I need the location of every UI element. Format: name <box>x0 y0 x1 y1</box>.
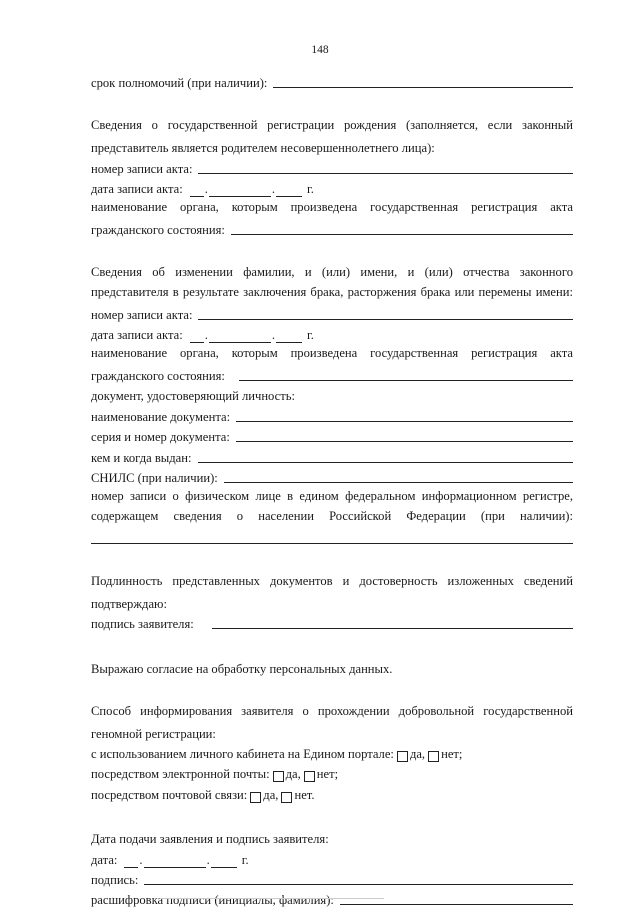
name-change-date-label: дата записи акта: <box>91 328 183 343</box>
submission-date-year-field[interactable] <box>211 855 237 868</box>
birth-date-month-field[interactable] <box>209 184 271 197</box>
birth-heading-line2: представитель является родителем несовершеннолетнего лица): <box>91 141 435 156</box>
post-yes-checkbox[interactable] <box>250 792 261 803</box>
name-change-date-day-field[interactable] <box>190 330 204 343</box>
authenticity-line1: Подлинность представленных документов и достоверность изложенных сведений <box>91 574 573 589</box>
series-row <box>91 425 573 445</box>
portal-no-label: нет; <box>441 746 463 761</box>
identity-heading: документ, удостоверяющий личность: <box>91 389 296 404</box>
page-number: 148 <box>311 44 329 56</box>
name-change-organ-field[interactable] <box>239 368 573 381</box>
email-row <box>91 762 573 782</box>
name-change-date-month-field[interactable] <box>209 330 271 343</box>
name-change-organ-line1: наименование органа, которым произведена государственная регистрация акта <box>91 346 573 361</box>
series-field[interactable] <box>236 429 573 442</box>
email-label: посредством электронной почты: <box>91 767 270 782</box>
registry-row <box>91 527 573 547</box>
birth-organ-label: гражданского состояния: <box>91 222 225 237</box>
portal-yes-checkbox[interactable] <box>397 751 408 762</box>
email-yes-checkbox[interactable] <box>273 771 284 782</box>
birth-organ-field[interactable] <box>231 222 573 235</box>
name-change-record-label: номер записи акта: <box>91 307 193 322</box>
birth-date-day-field[interactable] <box>190 184 204 197</box>
name-change-heading-line1: Сведения об изменении фамилии, и (или) имени, и (или) отчества законного <box>91 264 573 279</box>
scan-edge-line <box>160 898 384 899</box>
decoding-label: расшифровка подписи (инициалы, фамилия): <box>91 893 334 908</box>
name-change-year-suffix: г. <box>307 328 314 343</box>
issued-row <box>91 445 573 465</box>
email-no-checkbox[interactable] <box>304 771 315 782</box>
portal-no-checkbox[interactable] <box>428 751 439 762</box>
birth-date-label: дата записи акта: <box>91 181 183 196</box>
portal-yes-label: да, <box>409 746 426 761</box>
email-no-label: нет; <box>316 767 339 782</box>
birth-record-field[interactable] <box>198 161 573 174</box>
name-change-record-row <box>91 303 573 323</box>
birth-record-label: номер записи акта: <box>91 161 193 176</box>
submission-signature-label: подпись: <box>91 872 139 887</box>
snils-label: СНИЛС (при наличии): <box>91 471 218 486</box>
submission-date-month-field[interactable] <box>144 855 206 868</box>
series-label: серия и номер документа: <box>91 430 230 445</box>
term-field[interactable] <box>273 75 573 88</box>
name-change-organ-row <box>91 364 573 384</box>
name-change-date-row: дата записи акта: . . г. <box>91 328 314 343</box>
portal-row <box>91 742 573 762</box>
name-change-heading-line2: представителя в результате заключения брака, расторжения брака или перемены имени: <box>91 285 573 300</box>
notification-heading-line1: Способ информирования заявителя о прохождении добровольной государственной <box>91 703 573 718</box>
post-yes-label: да, <box>263 787 279 802</box>
name-change-record-field[interactable] <box>198 307 573 320</box>
applicant-signature-label: подпись заявителя: <box>91 617 194 632</box>
registry-field[interactable] <box>91 525 573 544</box>
doc-name-row <box>91 404 573 424</box>
authenticity-line2: подтверждаю: <box>91 596 167 611</box>
post-label: посредством почтовой связи: <box>91 787 248 802</box>
submission-date-day-field[interactable] <box>124 855 138 868</box>
applicant-signature-row <box>91 612 573 632</box>
applicant-signature-field[interactable] <box>212 616 573 629</box>
submission-signature-row <box>91 868 573 888</box>
issued-label: кем и когда выдан: <box>91 450 192 465</box>
doc-name-field[interactable] <box>236 409 573 422</box>
submission-date-row: дата: . . г. <box>91 852 249 867</box>
post-no-checkbox[interactable] <box>281 792 292 803</box>
post-no-label: нет. <box>294 787 315 802</box>
notification-heading-line2: геномной регистрации: <box>91 726 216 741</box>
email-yes-label: да, <box>285 767 301 782</box>
name-change-date-year-field[interactable] <box>276 330 302 343</box>
submission-signature-field[interactable] <box>144 872 573 885</box>
birth-organ-line1: наименование органа, которым произведена государственная регистрация акта <box>91 199 573 214</box>
term-row <box>91 71 573 91</box>
consent-text: Выражаю согласие на обработку персональных данных. <box>91 661 393 676</box>
registry-line2: содержащем сведения о населении Российской Федерации (при наличии): <box>91 509 573 524</box>
birth-heading-line1: Сведения о государственной регистрации рождения (заполняется, если законный <box>91 118 573 133</box>
form-content <box>91 71 573 908</box>
snils-row <box>91 466 573 486</box>
term-label: срок полномочий (при наличии): <box>91 76 268 91</box>
doc-name-label: наименование документа: <box>91 409 231 424</box>
submission-year-suffix: г. <box>241 852 249 867</box>
issued-field[interactable] <box>198 450 573 463</box>
birth-year-suffix: г. <box>307 181 314 196</box>
birth-date-row: дата записи акта: . . г. <box>91 181 314 196</box>
birth-date-year-field[interactable] <box>276 184 302 197</box>
post-row <box>91 782 573 802</box>
birth-record-row <box>91 156 573 176</box>
submission-date-label: дата: <box>91 852 118 867</box>
snils-field[interactable] <box>224 470 573 483</box>
portal-label: с использованием личного кабинета на Едином портале: <box>91 746 394 761</box>
birth-organ-row <box>91 217 573 237</box>
name-change-organ-label: гражданского состояния: <box>91 369 225 384</box>
registry-line1: номер записи о физическом лице в едином федеральном информационном регистре, <box>91 489 573 504</box>
submission-heading: Дата подачи заявления и подпись заявителя: <box>91 832 329 847</box>
